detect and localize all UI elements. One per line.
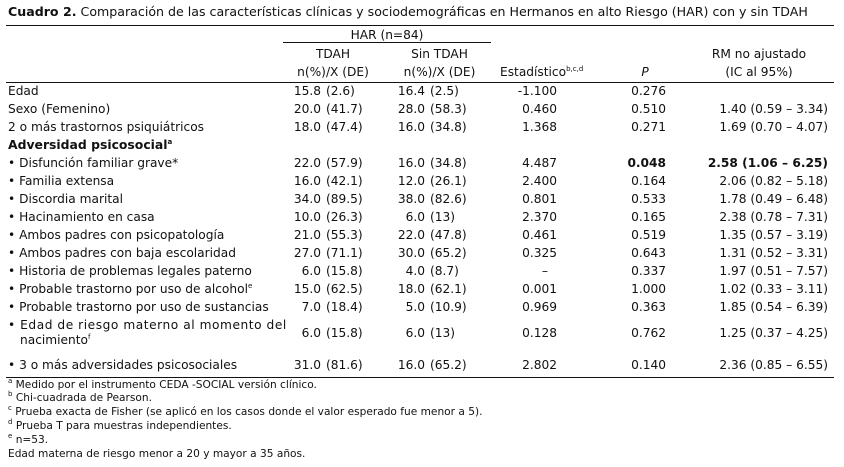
p-value: 0.165: [631, 210, 666, 224]
footnote: [8, 392, 152, 405]
row-label: • Ambos padres con baja escolaridad: [8, 246, 236, 260]
header-tdah: TDAH: [315, 47, 351, 61]
p-value: 1.000: [631, 282, 666, 296]
sin-tdah-dev: (26.1): [430, 174, 467, 188]
sin-tdah-dev: (34.8): [430, 156, 467, 170]
tdah-dev: (26.3): [326, 210, 363, 224]
sin-tdah-dev: (10.9): [430, 300, 467, 314]
tdah-value: 6.0: [301, 264, 321, 278]
tdah-dev: (89.5): [326, 192, 363, 206]
footnote: [8, 420, 232, 433]
tdah-value: 7.0: [301, 300, 321, 314]
p-value: 0.276: [631, 84, 666, 98]
sin-tdah-value: 6.0: [405, 210, 425, 224]
header-rm-line1: RM no ajustado: [711, 47, 807, 61]
tdah-value: 6.0: [301, 326, 321, 340]
rm-value: 1.35 (0.57 – 3.19): [719, 228, 828, 242]
header-sin-tdah: Sin TDAH: [411, 47, 468, 61]
sin-tdah-value: 30.0: [397, 246, 425, 260]
estadistico-value: 0.460: [522, 102, 557, 116]
sin-tdah-dev: (62.1): [430, 282, 467, 296]
row-label: • Historia de problemas legales paterno: [8, 264, 252, 278]
row-label: • Edad de riesgo materno al momento del: [8, 318, 287, 332]
rm-value: 2.58 (1.06 – 6.25): [707, 156, 828, 170]
rm-value: 1.97 (0.51 – 7.57): [719, 264, 828, 278]
tdah-value: 27.0: [293, 246, 321, 260]
footnote: [8, 448, 305, 461]
tdah-dev: (15.8): [326, 264, 363, 278]
sin-tdah-value: 18.0: [397, 282, 425, 296]
rm-value: 2.36 (0.85 – 6.55): [719, 358, 828, 372]
tdah-dev: (15.8): [326, 326, 363, 340]
footnote-marker: c: [8, 404, 12, 412]
p-value: 0.140: [631, 358, 666, 372]
p-value: 0.048: [627, 156, 666, 170]
estadistico-value: 1.368: [522, 120, 557, 134]
tdah-dev: (42.1): [326, 174, 363, 188]
p-value: 0.519: [631, 228, 666, 242]
p-value: 0.643: [631, 246, 666, 260]
tdah-value: 10.0: [293, 210, 321, 224]
row-label: • 3 o más adversidades psicosociales: [8, 358, 238, 372]
estadistico-value: –: [541, 264, 548, 278]
tdah-dev: (71.1): [326, 246, 363, 260]
row-label: • Probable trastorno por uso de sustancias: [8, 300, 269, 314]
tdah-dev: (41.7): [326, 102, 363, 116]
sin-tdah-dev: (82.6): [430, 192, 467, 206]
estadistico-value: 4.487: [522, 156, 557, 170]
p-value: 0.271: [631, 120, 666, 134]
sin-tdah-dev: (65.2): [430, 358, 467, 372]
p-value: 0.762: [631, 326, 666, 340]
sin-tdah-dev: (13): [430, 210, 456, 224]
tdah-value: 15.8: [293, 84, 321, 98]
sin-tdah-value: 22.0: [397, 228, 425, 242]
row-label: • Familia extensa: [8, 174, 115, 188]
row-label: • Hacinamiento en casa: [8, 210, 155, 224]
sin-tdah-value: 28.0: [397, 102, 425, 116]
row-label: Edad: [8, 84, 39, 98]
rm-value: 1.78 (0.49 – 6.48): [719, 192, 828, 206]
row-label: • Ambos padres con psicopatología: [8, 228, 225, 242]
footnote-text: Prueba exacta de Fisher (se aplicó en los casos donde el valor esperado fue menor a 5).: [15, 406, 483, 418]
tdah-dev: (2.6): [326, 84, 355, 98]
row-label: • Disfunción familiar grave*: [8, 156, 179, 170]
header-tdah-sub: n(%)/X (DE): [297, 65, 369, 79]
table-caption: Comparación de las características clínicas y sociodemográficas en Hermanos en alto Riesgo (HAR) con y sin TDAH: [80, 4, 808, 19]
rm-value: 2.06 (0.82 – 5.18): [719, 174, 828, 188]
rm-value: 1.69 (0.70 – 4.07): [719, 120, 828, 134]
row-label: • Probable trastorno por uso de alcohol$^e$: [8, 282, 253, 296]
estadistico-value: 2.400: [522, 174, 557, 188]
tdah-value: 18.0: [293, 120, 321, 134]
footnote-marker: d: [8, 418, 13, 426]
footnote-marker: a: [8, 377, 13, 385]
row-label: • Discordia marital: [8, 192, 123, 206]
row-label: Sexo (Femenino): [8, 102, 111, 116]
header-group: HAR (n=84): [350, 28, 424, 42]
estadistico-value: 2.802: [522, 358, 557, 372]
estadistico-value: 0.128: [522, 326, 557, 340]
header-rm-line2: (IC al 95%): [725, 65, 793, 79]
sin-tdah-dev: (13): [430, 326, 456, 340]
rm-value: 1.02 (0.33 – 3.11): [719, 282, 828, 296]
footnote: [8, 406, 482, 419]
rm-value: 1.25 (0.37 – 4.25): [719, 326, 828, 340]
tdah-dev: (47.4): [326, 120, 363, 134]
footnote-text: Medido por el instrumento CEDA -SOCIAL versión clínico.: [15, 379, 317, 391]
sin-tdah-dev: (34.8): [430, 120, 467, 134]
sin-tdah-value: 16.0: [397, 120, 425, 134]
table-title: [8, 4, 808, 19]
estadistico-value: 0.001: [522, 282, 557, 296]
footnote-ref-f: f: [88, 333, 91, 341]
tdah-value: 16.0: [293, 174, 321, 188]
sin-tdah-value: 12.0: [397, 174, 425, 188]
sin-tdah-value: 4.0: [405, 264, 425, 278]
tdah-value: 21.0: [293, 228, 321, 242]
sin-tdah-value: 5.0: [405, 300, 425, 314]
p-value: 0.363: [631, 300, 666, 314]
footnote-text: Edad materna de riesgo menor a 20 y mayor a 35 años.: [8, 448, 306, 460]
sin-tdah-dev: (47.8): [430, 228, 467, 242]
rm-value: 1.31 (0.52 – 3.31): [719, 246, 828, 260]
tdah-value: 31.0: [293, 358, 321, 372]
sin-tdah-dev: (2.5): [430, 84, 459, 98]
estadistico-value: 2.370: [522, 210, 557, 224]
header-sin-tdah-sub: n(%)/X (DE): [403, 65, 476, 79]
rm-value: 1.40 (0.59 – 3.34): [719, 102, 828, 116]
tdah-value: 20.0: [293, 102, 321, 116]
sin-tdah-dev: (58.3): [430, 102, 467, 116]
p-value: 0.533: [631, 192, 666, 206]
footnote: [8, 434, 48, 447]
footnote-text: Prueba T para muestras independientes.: [15, 420, 232, 432]
tdah-value: 15.0: [293, 282, 321, 296]
sin-tdah-value: 38.0: [397, 192, 425, 206]
sin-tdah-value: 16.4: [397, 84, 425, 98]
p-value: 0.164: [631, 174, 666, 188]
tdah-dev: (18.4): [326, 300, 363, 314]
tdah-dev: (81.6): [326, 358, 363, 372]
tdah-value: 34.0: [293, 192, 321, 206]
rm-value: 1.85 (0.54 – 6.39): [719, 300, 828, 314]
row-label-cont: nacimiento$^f$: [20, 333, 91, 347]
rm-value: 2.38 (0.78 – 7.31): [719, 210, 828, 224]
estadistico-value: 0.969: [522, 300, 557, 314]
tdah-dev: (55.3): [326, 228, 363, 242]
p-value: 0.510: [631, 102, 666, 116]
sin-tdah-value: 16.0: [397, 358, 425, 372]
estadistico-value: 0.325: [522, 246, 557, 260]
footnote-marker: e: [8, 432, 13, 440]
tdah-dev: (57.9): [326, 156, 363, 170]
sin-tdah-value: 16.0: [397, 156, 425, 170]
footnote-marker: b: [8, 390, 13, 398]
header-p: P: [641, 65, 649, 79]
footnote: [8, 379, 317, 392]
tdah-dev: (62.5): [326, 282, 363, 296]
sin-tdah-dev: (8.7): [430, 264, 459, 278]
estadistico-value: 0.801: [522, 192, 557, 206]
table-number: Cuadro 2.: [8, 4, 77, 19]
footnote-ref-e: e: [247, 282, 253, 290]
header-estadistico: Estadístico$^{b,c,d}$: [500, 65, 584, 79]
p-value: 0.337: [631, 264, 666, 278]
tdah-value: 22.0: [293, 156, 321, 170]
sin-tdah-dev: (65.2): [430, 246, 467, 260]
footnote-text: Chi-cuadrada de Pearson.: [15, 392, 152, 404]
footnote-text: n=53.: [15, 434, 49, 446]
sin-tdah-value: 6.0: [405, 326, 425, 340]
row-label: 2 o más trastornos psiquiátricos: [8, 120, 205, 134]
section-heading: Adversidad psicosocial$^a$: [8, 137, 173, 152]
estadistico-value: 0.461: [522, 228, 557, 242]
estadistico-value: -1.100: [517, 84, 557, 98]
